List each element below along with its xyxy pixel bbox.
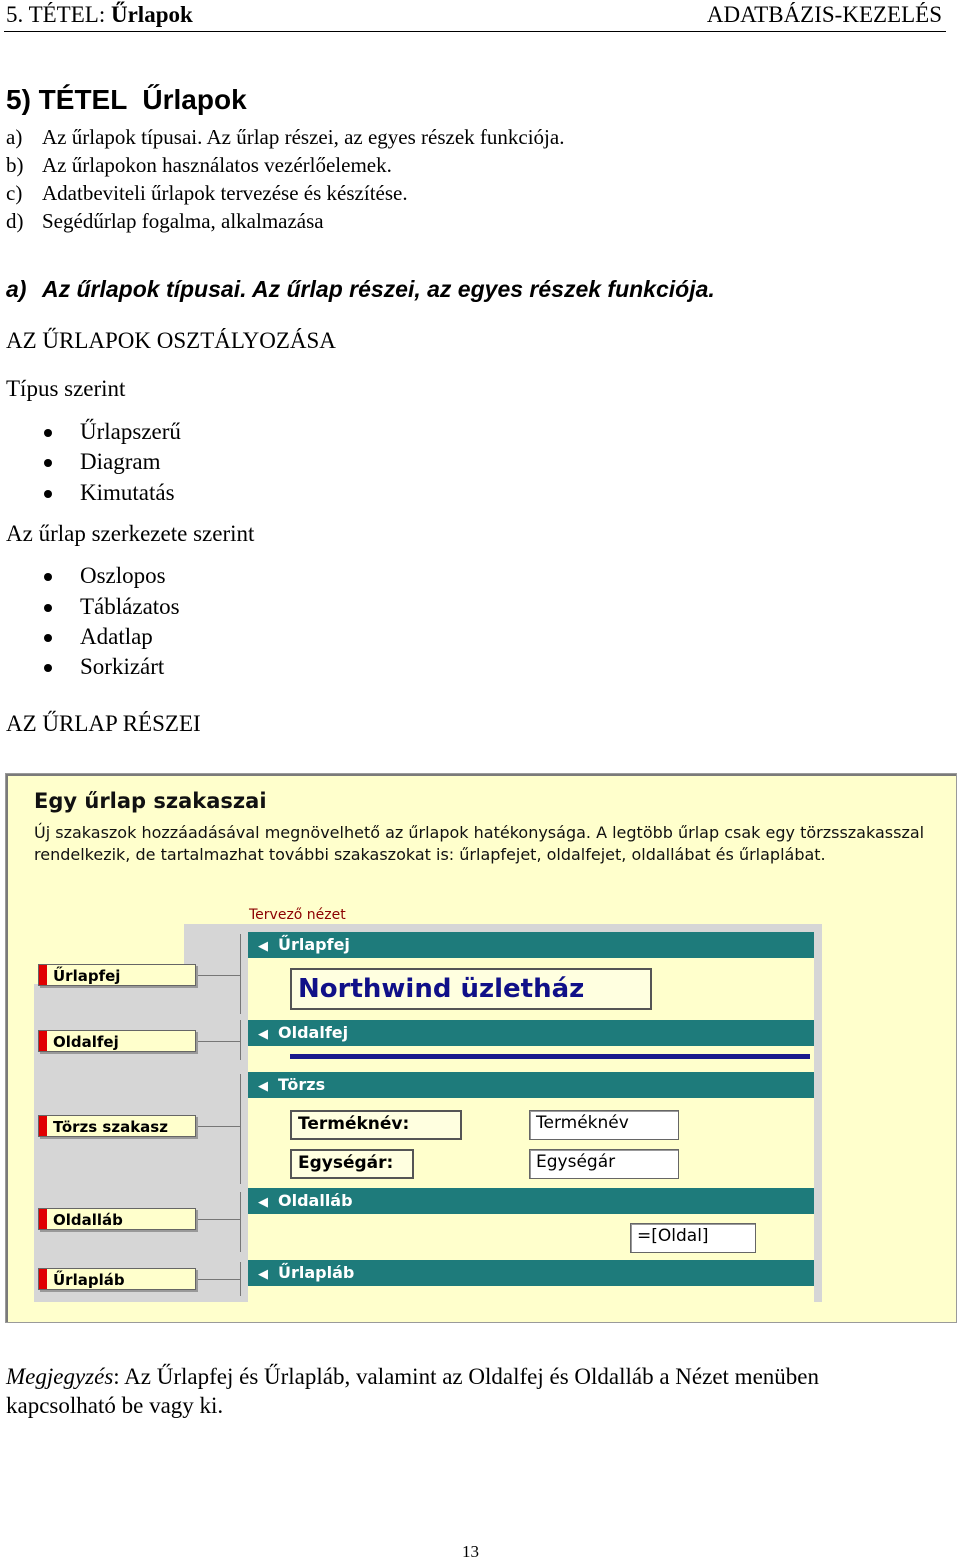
- left-label-form-header: Űrlapfej: [38, 964, 196, 986]
- connector-line: [240, 1262, 241, 1296]
- parts-heading: AZ ŰRLAP RÉSZEI: [6, 711, 201, 736]
- gray-backdrop: [248, 924, 822, 932]
- list-item: Űrlapszerű: [80, 419, 181, 445]
- figure-title: Egy űrlap szakaszai: [34, 789, 267, 813]
- design-view-caption: Tervező nézet: [249, 907, 346, 923]
- form-footer-body: [248, 1286, 814, 1302]
- topic-a: a) Az űrlapok típusai. Az űrlap részei, az egyes részek funkciója.: [6, 125, 565, 149]
- form-sections-figure: [5, 773, 957, 1323]
- page-header-body: [248, 1046, 814, 1074]
- left-label-page-footer: Oldalláb: [38, 1208, 196, 1230]
- header-line: [290, 1054, 810, 1059]
- connector-line: [198, 975, 240, 976]
- section-bar-page-footer: ◀ Oldalláb: [248, 1188, 814, 1214]
- left-label-form-footer: Űrlapláb: [38, 1268, 196, 1290]
- product-name-label: Terméknév:: [290, 1110, 462, 1140]
- page-title: 5) TÉTEL Űrlapok: [6, 84, 247, 115]
- section-bar-page-header: ◀ Oldalfej: [248, 1020, 814, 1046]
- by-structure-heading: Az űrlap szerkezete szerint: [6, 521, 255, 546]
- gray-backdrop: [814, 924, 822, 1302]
- list-item: Diagram: [80, 449, 160, 475]
- unit-price-label: Egységár:: [290, 1149, 414, 1179]
- connector-line: [240, 1192, 241, 1252]
- left-label-detail: Törzs szakasz: [38, 1115, 196, 1137]
- list-item: Táblázatos: [80, 594, 180, 620]
- topic-b: b) Az űrlapokon használatos vezérlőelemek.: [6, 153, 392, 177]
- section-bar-form-header: ◀ Űrlapfej: [248, 932, 814, 958]
- classification-heading: AZ ŰRLAPOK OSZTÁLYOZÁSA: [6, 328, 336, 353]
- running-header-left: 5. TÉTEL: Űrlapok: [6, 2, 193, 27]
- unit-price-field: Egységár: [529, 1149, 679, 1179]
- list-item: Oszlopos: [80, 563, 166, 589]
- section-bar-form-footer: ◀ Űrlapláb: [248, 1260, 814, 1286]
- product-name-field: Terméknév: [529, 1110, 679, 1140]
- connector-line: [198, 1219, 240, 1220]
- topic-c: c) Adatbeviteli űrlapok tervezése és készítése.: [6, 181, 408, 205]
- connector-line: [198, 1126, 240, 1127]
- connector-line: [240, 1020, 241, 1060]
- connector-line: [198, 1279, 240, 1280]
- connector-line: [240, 934, 241, 1014]
- section-heading-a: a) Az űrlapok típusai. Az űrlap részei, az egyes részek funkciója.: [6, 276, 715, 302]
- topic-d: d) Segédűrlap fogalma, alkalmazása: [6, 209, 324, 233]
- connector-line: [198, 1041, 240, 1042]
- page-number-field: =[Oldal]: [630, 1223, 756, 1253]
- header-rule: [4, 31, 946, 32]
- list-item: Adatlap: [80, 624, 153, 650]
- form-title-label: Northwind üzletház: [290, 968, 652, 1010]
- running-header-right: ADATBÁZIS-KEZELÉS: [706, 2, 942, 27]
- connector-line: [240, 1074, 241, 1184]
- list-item: Kimutatás: [80, 480, 175, 506]
- figure-description: Új szakaszok hozzáadásával megnövelhető az űrlapok hatékonysága. A legtöbb űrlap csak egy törzsszakasszal rendelkezik, de tartalmazhat további szakaszokat is: űrlapfejet, oldalfejet, oldallábat és űrlaplábat.: [34, 823, 925, 864]
- by-type-heading: Típus szerint: [6, 376, 126, 401]
- note: Megjegyzés: Az Űrlapfej és Űrlapláb, valamint az Oldalfej és Oldalláb a Nézet menüben kapcsolható be vagy ki.: [6, 1364, 819, 1418]
- list-item: Sorkizárt: [80, 654, 164, 680]
- section-bar-detail: ◀ Törzs: [248, 1072, 814, 1098]
- page-number: 13: [462, 1542, 479, 1561]
- left-label-page-header: Oldalfej: [38, 1030, 196, 1052]
